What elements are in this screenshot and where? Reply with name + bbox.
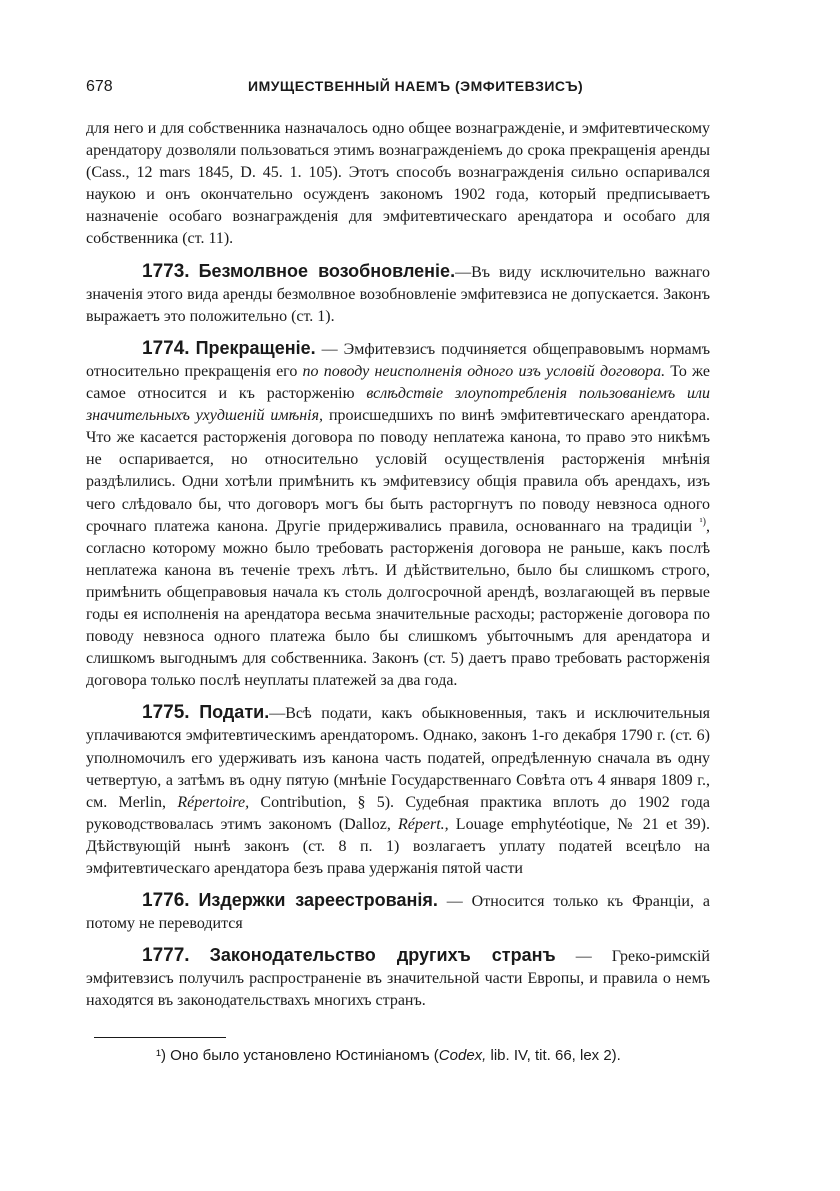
footnote-mark: ¹) — [156, 1046, 166, 1064]
page-header — [86, 78, 710, 114]
body-text — [86, 118, 710, 1013]
footnote-italic: Codex, — [438, 1046, 487, 1064]
section-1773 — [86, 260, 710, 328]
section-number: 1775. — [142, 702, 190, 724]
section-text: Contribution, § 5). Судебная практика вплоть до 1902 года руководствовалась этимъ закономъ (Dalloz, — [86, 793, 710, 833]
section-number: 1773. — [142, 260, 190, 282]
footnote-divider — [94, 1037, 226, 1038]
section-title: Законодательство другихъ странъ — [209, 945, 556, 966]
running-title: ИМУЩЕСТВЕННЫЙ НАЕМЪ (ЭМФИТЕВЗИСЪ) — [248, 78, 584, 94]
section-italic: вслѣдствіе злоупотребленія пользованіемъ или значительныхъ ухудшеній имѣнія, — [86, 385, 711, 425]
page-number: 678 — [86, 78, 113, 95]
section-italic: Répertoire, — [177, 793, 250, 811]
section-text: — Греко-римскій эмфитевзисъ получилъ распространеніе въ значительной части Европы, и правила о немъ находятся въ законодательствахъ многихъ странъ. — [86, 948, 710, 1010]
section-title: Издержки зареестрованія. — [198, 890, 438, 911]
section-text: — Эмфитевзисъ подчиняется общеправовымъ нормамъ относительно прекращенія его — [86, 340, 710, 380]
section-text: Louage emphytéotique, № 21 et 39). Дѣйствующій нынѣ законъ (ст. 8 п. 1) возлагаетъ уплату податей всецѣло на эмфитевтическаго арендатора безъ права удержанія пятой части — [86, 815, 710, 877]
section-title: Безмолвное возобновленіе. — [198, 260, 456, 281]
section-text: , согласно которому можно было требовать расторженія договора не раньше, какъ послѣ неплатежа канона въ теченіе трехъ лѣтъ. И дѣйствительно, было бы слишкомъ строго, примѣнить общеправовыя начала къ столь долгосрочной арендѣ, возлагающей въ первые годы ея исполненія на арендатора весьма значительные расходы; расторженіе договора по поводу невзноса одного платежа было бы слишкомъ убыточнымъ для арендатора и слишкомъ выгоднымъ для собственника. Законъ (ст. 5) даетъ право требовать расторженія договора только послѣ неуплаты платежей за два года. — [86, 517, 710, 690]
section-text: То же самое относится и къ расторженію — [86, 362, 710, 403]
section-1777 — [86, 944, 710, 1012]
section-1775 — [86, 701, 710, 880]
section-number: 1777. — [142, 945, 190, 967]
section-title: Прекращеніе. — [195, 337, 316, 358]
section-1774 — [86, 337, 710, 693]
footnote-reference[interactable]: ¹) — [699, 516, 706, 528]
footnote-text: Оно было установлено Юстиніаномъ ( — [166, 1046, 439, 1064]
section-text: происшедшихъ по винѣ эмфитевтическаго арендатора. Что же касается расторженія договора по поводу неплатежа канона, то право это никѣмъ не оспаривается, но относительно условій осуществленія расторженія мнѣнія раздѣлились. Одни хотѣли примѣнить къ эмфитевзису общія правила объ арендахъ, изъ чего слѣдовало бы, что договоръ могъ бы быть расторгнутъ по поводу невзноса одного срочнаго платежа канона. Другіе придерживались правила, основаннаго на традиціи — [86, 407, 710, 535]
section-1776 — [86, 889, 710, 935]
section-italic: по поводу неисполненія одного изъ условій договора. — [302, 362, 666, 380]
section-number: 1776. — [142, 890, 190, 912]
footnote-text: lib. IV, tit. 66, lex 2). — [486, 1046, 621, 1064]
section-title: Подати. — [199, 702, 270, 723]
section-text: —Всѣ подати, какъ обыкновенныя, такъ и исключительныя уплачиваются эмфитевтическимъ арендаторомъ. Однако, законъ 1-го декабря 1790 г. (ст. 6) уполномочилъ его удерживать изъ канона часть податей, опредѣленную сначала въ одну четвертую, а затѣмъ въ одну пятую (мнѣніе Государственнаго Совѣта отъ 4 января 1809 г., см. Merlin, — [86, 705, 711, 811]
section-text: —Въ виду исключительно важнаго значенія этого вида аренды безмолвное возобновленіе эмфитевзиса не допускается. Законъ выражаетъ это положительно (ст. 1). — [86, 263, 711, 325]
footnote — [86, 1046, 710, 1066]
section-italic: Répert., — [397, 815, 449, 833]
section-number: 1774. — [142, 337, 190, 359]
intro-paragraph: для него и для собственника назначалось одно общее вознагражденіе, и эмфитевтическому арендатору дозволяли пользоваться этимъ вознагражденіемъ до срока прекращенія аренды (Cass., 12 mars 1845, D. 45. 1. 105). Этотъ способъ вознагражденія сильно оспаривался наукою и онъ окончательно осужденъ закономъ 1902 года, который предписываетъ назначеніе особаго вознагражденія для эмфитевтическаго арендатора и особаго для собственника (ст. 11). — [86, 120, 710, 248]
section-text: — Относится только къ Франціи, а потому не переводится — [86, 893, 711, 933]
